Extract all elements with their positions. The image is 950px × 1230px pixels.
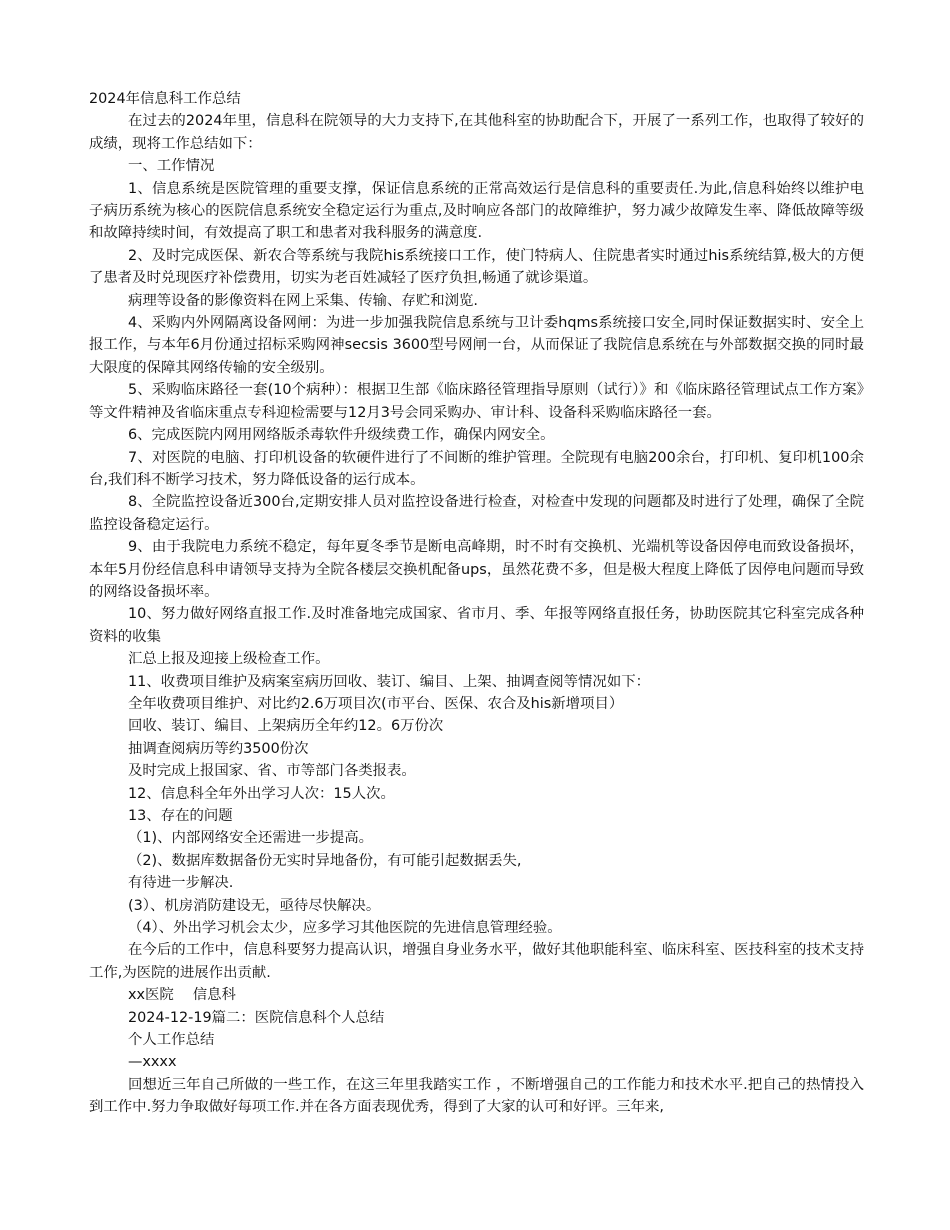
section-heading: 一、工作情况 [128, 158, 215, 175]
paragraph-item-5: 5、采购临床路径一套(10个病种）：根据卫生部《临床路径管理指导原则（试行）》和《临床路径管理试点工作方案》等文件精神及省临床重点专科迎检需要与12月3号会同采购办、审计科、设备科采购临床路径一套。 [89, 382, 864, 421]
paragraph-item-7: 7、对医院的电脑、打印机设备的软硬件进行了不间断的维护管理。全院现有电脑200余台，打印机、复印机100余台,我们科不断学习技术，努力降低设备的运行成本。 [89, 449, 864, 488]
list-line-records: 回收、装订、编目、上架病历全年约12。6万份次 [128, 718, 444, 735]
date-line: 2024-12-19篇二：医院信息科个人总结 [128, 1009, 385, 1026]
paragraph-item-11: 11、收费项目维护及病案室病历回收、装订、编目、上架、抽调查阅等情况如下： [128, 673, 650, 690]
list-line-lookups: 抽调查阅病历等约3500份次 [128, 740, 309, 757]
issue-item-4: （4）、外出学习机会太少，应多学习其他医院的先进信息管理经验。 [128, 920, 562, 937]
paragraph-item-12: 12、信息科全年外出学习人次：15人次。 [128, 785, 395, 802]
subtitle-line: 个人工作总结 [128, 1032, 215, 1049]
paragraph-item-8: 8、全院监控设备近300台,定期安排人员对监控设备进行检查，对检查中发现的问题都及时进行了处理，确保了全院监控设备稳定运行。 [89, 494, 864, 533]
issue-item-2: （2)、数据库数据备份无实时异地备份，有可能引起数据丢失, [128, 852, 522, 869]
issue-item-2-cont: 有待进一步解决. [128, 875, 234, 892]
list-line-fee-items: 全年收费项目维护、对比约2.6万项目次(市平台、医保、农合及his新增项目） [128, 695, 624, 712]
document-title: 2024年信息科工作总结 [89, 91, 241, 107]
list-line-reports: 及时完成上报国家、省、市等部门各类报表。 [128, 763, 416, 780]
issue-item-3: (3）、机房消防建设无，亟待尽快解决。 [128, 897, 381, 914]
paragraph-item-10: 10、努力做好网络直报工作.及时准备地完成国家、省市月、季、年报等网络直报任务，协助医院其它科室完成各种资料的收集 [89, 606, 864, 645]
author-line: —xxxx [128, 1054, 177, 1071]
paragraph-item-10-cont: 汇总上报及迎接上级检查工作。 [128, 651, 330, 668]
paragraph-item-13: 13、存在的问题 [128, 808, 233, 824]
intro-paragraph: 在过去的2024年里，信息科在院领导的大力支持下,在其他科室的协助配合下，开展了一系列工作，也取得了较好的成绩，现将工作总结如下： [89, 113, 864, 152]
paragraph-item-6: 6、完成医院内网用网络版杀毒软件升级续费工作，确保内网安全。 [128, 427, 555, 444]
paragraph-item-9: 9、由于我院电力系统不稳定，每年夏冬季节是断电高峰期，时不时有交换机、光端机等设备因停电而致设备损坏，本年5月份经信息科申请领导支持为全院各楼层交换机配备ups，虽然花费不多，但是极大程度上降低了因停电问题而导致的网络设备损坏率。 [89, 539, 864, 600]
paragraph-item-2: 2、及时完成医保、新农合等系统与我院his系统接口工作，使门特病人、住院患者实时通过his系统结算,极大的方便了患者及时兑现医疗补偿费用，切实为老百姓减轻了医疗负担,畅通了就诊渠道。 [89, 247, 864, 287]
paragraph-pathology: 病理等设备的影像资料在网上采集、传输、存贮和浏览. [128, 292, 478, 309]
document-page [89, 88, 864, 1119]
closing-paragraph: 在今后的工作中，信息科要努力提高认识，增强自身业务水平，做好其他职能科室、临床科室、医技科室的技术支持工作,为医院的进展作出贡献. [89, 942, 864, 981]
paragraph-item-1: 1、信息系统是医院管理的重要支撑，保证信息系统的正常高效运行是信息科的重要责任.为此,信息科始终以维护电子病历系统为核心的医院信息系统安全稳定运行为重点,及时响应各部门的故障维护，努力减少故障发生率、降低故障等级和故障持续时间，有效提高了职工和患者对我科服务的满意度. [89, 180, 864, 242]
paragraph-item-4: 4、采购内外网隔离设备网闸：为进一步加强我院信息系统与卫计委hqms系统接口安全,同时保证数据实时、安全上报工作，与本年6月份通过招标采购网神secsis 3600型号网闸一台，从而保证了我院信息系统在与外部数据交换的同时最大限度的保障其网络传输的安全级别。 [89, 315, 864, 376]
review-paragraph: 回想近三年自己所做的一些工作，在这三年里我踏实工作 ，不断增强自己的工作能力和技术水平.把自己的热情投入到工作中.努力争取做好每项工作.并在各方面表现优秀，得到了大家的认可和好评。三年来, [89, 1076, 864, 1116]
issue-item-1: （1)、内部网络安全还需进一步提高。 [128, 830, 374, 847]
signature-line: xx医院 信息科 [128, 987, 236, 1004]
